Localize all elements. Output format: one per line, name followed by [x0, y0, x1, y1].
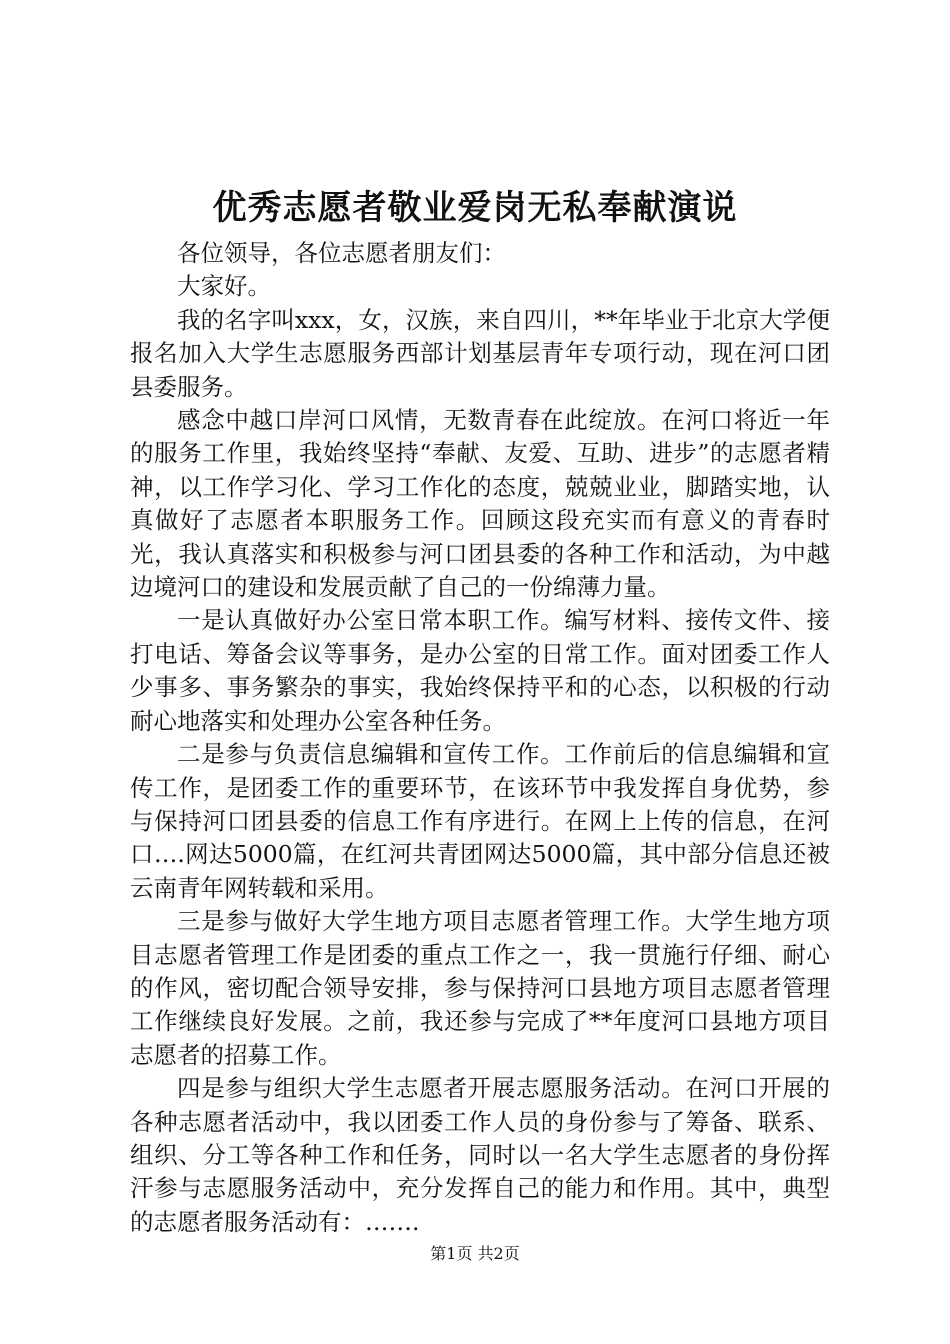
- document-body: [130, 237, 830, 1239]
- paragraph-introduction: 我的名字叫xxx，女，汉族，来自四川，**年毕业于北京大学便报名加入大学生志愿服务西部计划基层青年专项行动，现在河口团县委服务。: [130, 305, 830, 401]
- paragraph-greeting: 各位领导，各位志愿者朋友们：: [177, 239, 506, 267]
- paragraph-overview: 感念中越口岸河口风情，无数青春在此绽放。在河口将近一年的服务工作里，我始终坚持“奉献、友爱、互助、进步”的志愿者精神，以工作学习化、学习工作化的态度，兢兢业业，脚踏实地，认真做好了志愿者本职服务工作。回顾这段充实而有意义的青春时光，我认真落实和积极参与河口团县委的各种工作和活动，为中越边境河口的建设和发展贡献了自己的一份绵薄力量。: [130, 406, 830, 602]
- paragraph-point-two: 二是参与负责信息编辑和宣传工作。工作前后的信息编辑和宣传工作，是团委工作的重要环节，在该环节中我发挥自身优势，参与保持河口团县委的信息工作有序进行。在网上上传的信息，在河口….网达5000篇，在红河共青团网达5000篇，其中部分信息还被云南青年网转载和采用。: [130, 740, 830, 902]
- paragraph-point-four: 四是参与组织大学生志愿者开展志愿服务活动。在河口开展的各种志愿者活动中，我以团委工作人员的身份参与了筹备、联系、组织、分工等各种工作和任务，同时以一名大学生志愿者的身份挥汗参与志愿服务活动中，充分发挥自己的能力和作用。其中，典型的志愿者服务活动有：…….: [130, 1074, 830, 1236]
- paragraph-hello: 大家好。: [177, 272, 271, 301]
- page-number-footer: 第1页 共2页: [430, 1244, 520, 1263]
- paragraph-point-one: 一是认真做好办公室日常本职工作。编写材料、接传文件、接打电话、筹备会议等事务，是办公室的日常工作。面对团委工作人少事多、事务繁杂的事实，我始终保持平和的心态，以积极的行动耐心地落实和处理办公室各种任务。: [130, 606, 830, 735]
- document-title: 优秀志愿者敬业爱岗无私奉献演说: [212, 188, 738, 228]
- paragraph-point-three: 三是参与做好大学生地方项目志愿者管理工作。大学生地方项目志愿者管理工作是团委的重点工作之一，我一贯施行仔细、耐心的作风，密切配合领导安排，参与保持河口县地方项目志愿者管理工作继续良好发展。之前，我还参与完成了**年度河口县地方项目志愿者的招募工作。: [130, 907, 830, 1069]
